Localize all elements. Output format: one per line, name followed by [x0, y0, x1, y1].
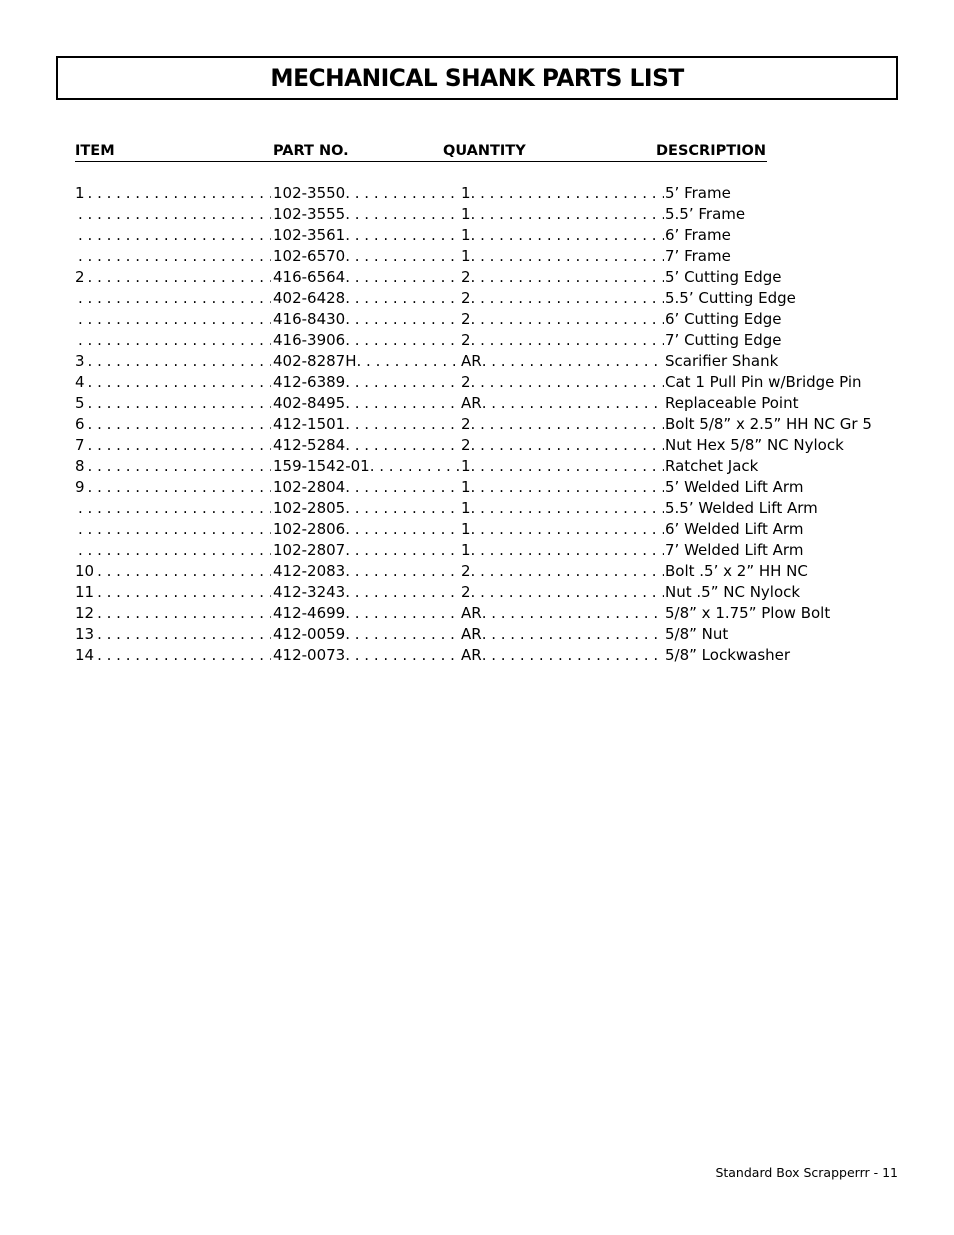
part-number: [273, 246, 459, 267]
quantity-text: 1: [461, 226, 471, 244]
leader-dots: [88, 414, 271, 435]
quantity-text: AR: [461, 352, 482, 370]
leader-dots: [345, 603, 459, 624]
part-number-text: 412-0059: [273, 625, 346, 643]
part-number-text: 102-3550: [273, 184, 346, 202]
parts-row: [0, 372, 954, 393]
item-number-text: 14: [75, 646, 95, 664]
part-number: [273, 183, 459, 204]
quantity-text: 2: [461, 583, 471, 601]
leader-dots: [482, 624, 664, 645]
description: Bolt 5/8” x 2.5” HH NC Gr 5: [665, 415, 872, 433]
description: 7’ Cutting Edge: [665, 331, 782, 349]
quantity-text: 1: [461, 499, 471, 517]
title-box: [56, 56, 898, 100]
quantity: [461, 372, 664, 393]
part-number: [273, 561, 459, 582]
quantity: [461, 288, 664, 309]
quantity: [461, 330, 664, 351]
quantity: [461, 519, 664, 540]
part-number-text: 402-6428: [273, 289, 346, 307]
parts-row: [0, 477, 954, 498]
leader-dots: [471, 540, 664, 561]
item-number: [75, 288, 271, 309]
part-number-text: 412-6389: [273, 373, 346, 391]
part-number-text: 416-3906: [273, 331, 346, 349]
parts-row: [0, 561, 954, 582]
description: 5/8” Lockwasher: [665, 646, 791, 664]
part-number-text: 102-6570: [273, 247, 346, 265]
leader-dots: [482, 351, 664, 372]
quantity: [461, 246, 664, 267]
quantity-text: 2: [461, 373, 471, 391]
leader-dots: [345, 246, 459, 267]
part-number: [273, 288, 459, 309]
quantity-text: AR: [461, 646, 482, 664]
leader-dots: [471, 582, 664, 603]
leader-dots: [345, 561, 459, 582]
part-number: [273, 225, 459, 246]
item-number: [75, 582, 271, 603]
leader-dots: [471, 288, 664, 309]
quantity-text: AR: [461, 394, 482, 412]
part-number: [273, 351, 459, 372]
part-number: [273, 330, 459, 351]
leader-dots: [471, 309, 664, 330]
part-number-text: 102-2804: [273, 478, 346, 496]
item-number: [75, 477, 271, 498]
parts-row: [0, 246, 954, 267]
leader-dots: [482, 393, 664, 414]
quantity-text: 2: [461, 562, 471, 580]
part-number-text: 412-3243: [273, 583, 346, 601]
description: Scarifier Shank: [665, 352, 779, 370]
leader-dots: [345, 498, 459, 519]
part-number-text: 416-8430: [273, 310, 346, 328]
quantity-text: 1: [461, 184, 471, 202]
part-number-text: 102-2807: [273, 541, 346, 559]
header-description: DESCRIPTION: [656, 141, 767, 162]
leader-dots: [97, 624, 271, 645]
leader-dots: [345, 519, 459, 540]
part-number-text: 402-8495: [273, 394, 346, 412]
part-number: [273, 477, 459, 498]
part-number: [273, 267, 459, 288]
parts-row: [0, 414, 954, 435]
leader-dots: [88, 351, 271, 372]
quantity: [461, 624, 664, 645]
description: 6’ Cutting Edge: [665, 310, 782, 328]
leader-dots: [370, 456, 459, 477]
leader-dots: [97, 561, 271, 582]
quantity: [461, 351, 664, 372]
description: Bolt .5’ x 2” HH NC: [665, 562, 808, 580]
header-part-no: PART NO.: [273, 141, 443, 162]
leader-dots: [471, 267, 664, 288]
leader-dots: [345, 204, 459, 225]
quantity-text: AR: [461, 604, 482, 622]
quantity: [461, 225, 664, 246]
item-number-text: 12: [75, 604, 95, 622]
leader-dots: [482, 645, 664, 666]
part-number: [273, 624, 459, 645]
parts-row: [0, 582, 954, 603]
leader-dots: [78, 540, 271, 561]
item-number: [75, 330, 271, 351]
part-number-text: 102-3555: [273, 205, 346, 223]
item-number-text: 7: [75, 436, 85, 454]
item-number-text: 9: [75, 478, 85, 496]
item-number-text: 4: [75, 373, 85, 391]
parts-row: [0, 309, 954, 330]
column-headers: [0, 141, 954, 163]
item-number: [75, 519, 271, 540]
item-number: [75, 435, 271, 456]
item-number: [75, 624, 271, 645]
description: 6’ Frame: [665, 226, 731, 244]
leader-dots: [345, 309, 459, 330]
leader-dots: [345, 393, 459, 414]
description: 5.5’ Frame: [665, 205, 746, 223]
page-title: MECHANICAL SHANK PARTS LIST: [270, 64, 684, 92]
leader-dots: [471, 204, 664, 225]
item-number: [75, 183, 271, 204]
part-number: [273, 456, 459, 477]
leader-dots: [471, 330, 664, 351]
leader-dots: [471, 498, 664, 519]
leader-dots: [471, 477, 664, 498]
quantity-text: 2: [461, 268, 471, 286]
item-number: [75, 309, 271, 330]
quantity: [461, 309, 664, 330]
parts-row: [0, 456, 954, 477]
description: 7’ Frame: [665, 247, 731, 265]
leader-dots: [97, 603, 271, 624]
part-number: [273, 309, 459, 330]
quantity: [461, 582, 664, 603]
parts-row: [0, 225, 954, 246]
leader-dots: [88, 267, 271, 288]
quantity: [461, 477, 664, 498]
item-number-text: 2: [75, 268, 85, 286]
leader-dots: [78, 204, 271, 225]
quantity: [461, 561, 664, 582]
item-number: [75, 645, 271, 666]
item-number-text: 11: [75, 583, 95, 601]
part-number: [273, 519, 459, 540]
part-number-text: 416-6564: [273, 268, 346, 286]
leader-dots: [471, 435, 664, 456]
leader-dots: [345, 330, 459, 351]
part-number: [273, 498, 459, 519]
quantity: [461, 204, 664, 225]
part-number-text: 412-4699: [273, 604, 346, 622]
description: 5/8” x 1.75” Plow Bolt: [665, 604, 831, 622]
leader-dots: [88, 456, 271, 477]
quantity: [461, 603, 664, 624]
leader-dots: [482, 603, 664, 624]
leader-dots: [97, 645, 271, 666]
item-number-text: 3: [75, 352, 85, 370]
description: 6’ Welded Lift Arm: [665, 520, 804, 538]
parts-row: [0, 435, 954, 456]
leader-dots: [345, 414, 459, 435]
leader-dots: [345, 582, 459, 603]
leader-dots: [88, 477, 271, 498]
part-number: [273, 645, 459, 666]
part-number: [273, 204, 459, 225]
item-number: [75, 225, 271, 246]
part-number-text: 159-1542-01: [273, 457, 370, 475]
leader-dots: [471, 456, 664, 477]
description: 5/8” Nut: [665, 625, 729, 643]
quantity: [461, 435, 664, 456]
leader-dots: [88, 372, 271, 393]
item-number: [75, 540, 271, 561]
leader-dots: [88, 393, 271, 414]
part-number-text: 412-1501: [273, 415, 346, 433]
parts-row: [0, 351, 954, 372]
quantity-text: 1: [461, 247, 471, 265]
leader-dots: [471, 414, 664, 435]
leader-dots: [471, 561, 664, 582]
leader-dots: [345, 267, 459, 288]
part-number-text: 412-0073: [273, 646, 346, 664]
item-number: [75, 267, 271, 288]
part-number-text: 102-3561: [273, 226, 346, 244]
item-number: [75, 456, 271, 477]
parts-row: [0, 267, 954, 288]
parts-row: [0, 603, 954, 624]
quantity-text: 1: [461, 205, 471, 223]
quantity-text: 2: [461, 436, 471, 454]
item-number-text: 6: [75, 415, 85, 433]
parts-row: [0, 183, 954, 204]
item-number-text: 1: [75, 184, 85, 202]
item-number-text: 8: [75, 457, 85, 475]
leader-dots: [78, 225, 271, 246]
parts-row: [0, 540, 954, 561]
part-number: [273, 414, 459, 435]
quantity: [461, 267, 664, 288]
parts-row: [0, 498, 954, 519]
item-number: [75, 414, 271, 435]
quantity-text: 1: [461, 478, 471, 496]
leader-dots: [88, 435, 271, 456]
part-number-text: 412-5284: [273, 436, 346, 454]
description: 5’ Frame: [665, 184, 731, 202]
quantity: [461, 414, 664, 435]
parts-row: [0, 204, 954, 225]
quantity: [461, 540, 664, 561]
description: 7’ Welded Lift Arm: [665, 541, 804, 559]
part-number: [273, 603, 459, 624]
description: 5.5’ Cutting Edge: [665, 289, 796, 307]
quantity: [461, 498, 664, 519]
leader-dots: [345, 183, 459, 204]
quantity-text: 2: [461, 289, 471, 307]
part-number-text: 402-8287H: [273, 352, 357, 370]
item-number: [75, 561, 271, 582]
item-number-text: 5: [75, 394, 85, 412]
leader-dots: [78, 288, 271, 309]
leader-dots: [345, 288, 459, 309]
header-quantity: QUANTITY: [443, 141, 656, 162]
leader-dots: [471, 246, 664, 267]
quantity-text: 2: [461, 331, 471, 349]
item-number: [75, 498, 271, 519]
leader-dots: [345, 645, 459, 666]
header-item: ITEM: [75, 141, 273, 162]
leader-dots: [78, 519, 271, 540]
description: Ratchet Jack: [665, 457, 759, 475]
description: Replaceable Point: [665, 394, 799, 412]
leader-dots: [97, 582, 271, 603]
part-number: [273, 540, 459, 561]
quantity: [461, 645, 664, 666]
item-number: [75, 351, 271, 372]
quantity-text: 2: [461, 310, 471, 328]
part-number: [273, 435, 459, 456]
description: Nut Hex 5/8” NC Nylock: [665, 436, 844, 454]
quantity-text: 2: [461, 415, 471, 433]
page-footer: Standard Box Scrapperrr - 11: [715, 1165, 898, 1180]
description: Nut .5” NC Nylock: [665, 583, 801, 601]
leader-dots: [345, 477, 459, 498]
parts-row: [0, 393, 954, 414]
leader-dots: [345, 624, 459, 645]
quantity: [461, 183, 664, 204]
part-number-text: 102-2805: [273, 499, 346, 517]
leader-dots: [78, 498, 271, 519]
leader-dots: [471, 225, 664, 246]
leader-dots: [471, 372, 664, 393]
item-number: [75, 603, 271, 624]
item-number: [75, 204, 271, 225]
item-number-text: 13: [75, 625, 95, 643]
quantity-text: 1: [461, 541, 471, 559]
leader-dots: [78, 330, 271, 351]
quantity: [461, 393, 664, 414]
leader-dots: [345, 540, 459, 561]
part-number-text: 102-2806: [273, 520, 346, 538]
leader-dots: [471, 183, 664, 204]
leader-dots: [78, 309, 271, 330]
description: 5.5’ Welded Lift Arm: [665, 499, 818, 517]
leader-dots: [357, 351, 460, 372]
parts-row: [0, 645, 954, 666]
parts-list: [0, 183, 954, 666]
leader-dots: [471, 519, 664, 540]
item-number-text: 10: [75, 562, 95, 580]
parts-row: [0, 519, 954, 540]
description: Cat 1 Pull Pin w/Bridge Pin: [665, 373, 862, 391]
parts-row: [0, 288, 954, 309]
leader-dots: [345, 372, 459, 393]
leader-dots: [88, 183, 271, 204]
leader-dots: [345, 225, 459, 246]
quantity-text: 1: [461, 457, 471, 475]
part-number: [273, 393, 459, 414]
part-number-text: 412-2083: [273, 562, 346, 580]
part-number: [273, 582, 459, 603]
quantity-text: AR: [461, 625, 482, 643]
quantity: [461, 456, 664, 477]
part-number: [273, 372, 459, 393]
parts-row: [0, 624, 954, 645]
quantity-text: 1: [461, 520, 471, 538]
description: 5’ Welded Lift Arm: [665, 478, 804, 496]
parts-row: [0, 330, 954, 351]
leader-dots: [345, 435, 459, 456]
item-number: [75, 393, 271, 414]
description: 5’ Cutting Edge: [665, 268, 782, 286]
leader-dots: [78, 246, 271, 267]
item-number: [75, 372, 271, 393]
item-number: [75, 246, 271, 267]
